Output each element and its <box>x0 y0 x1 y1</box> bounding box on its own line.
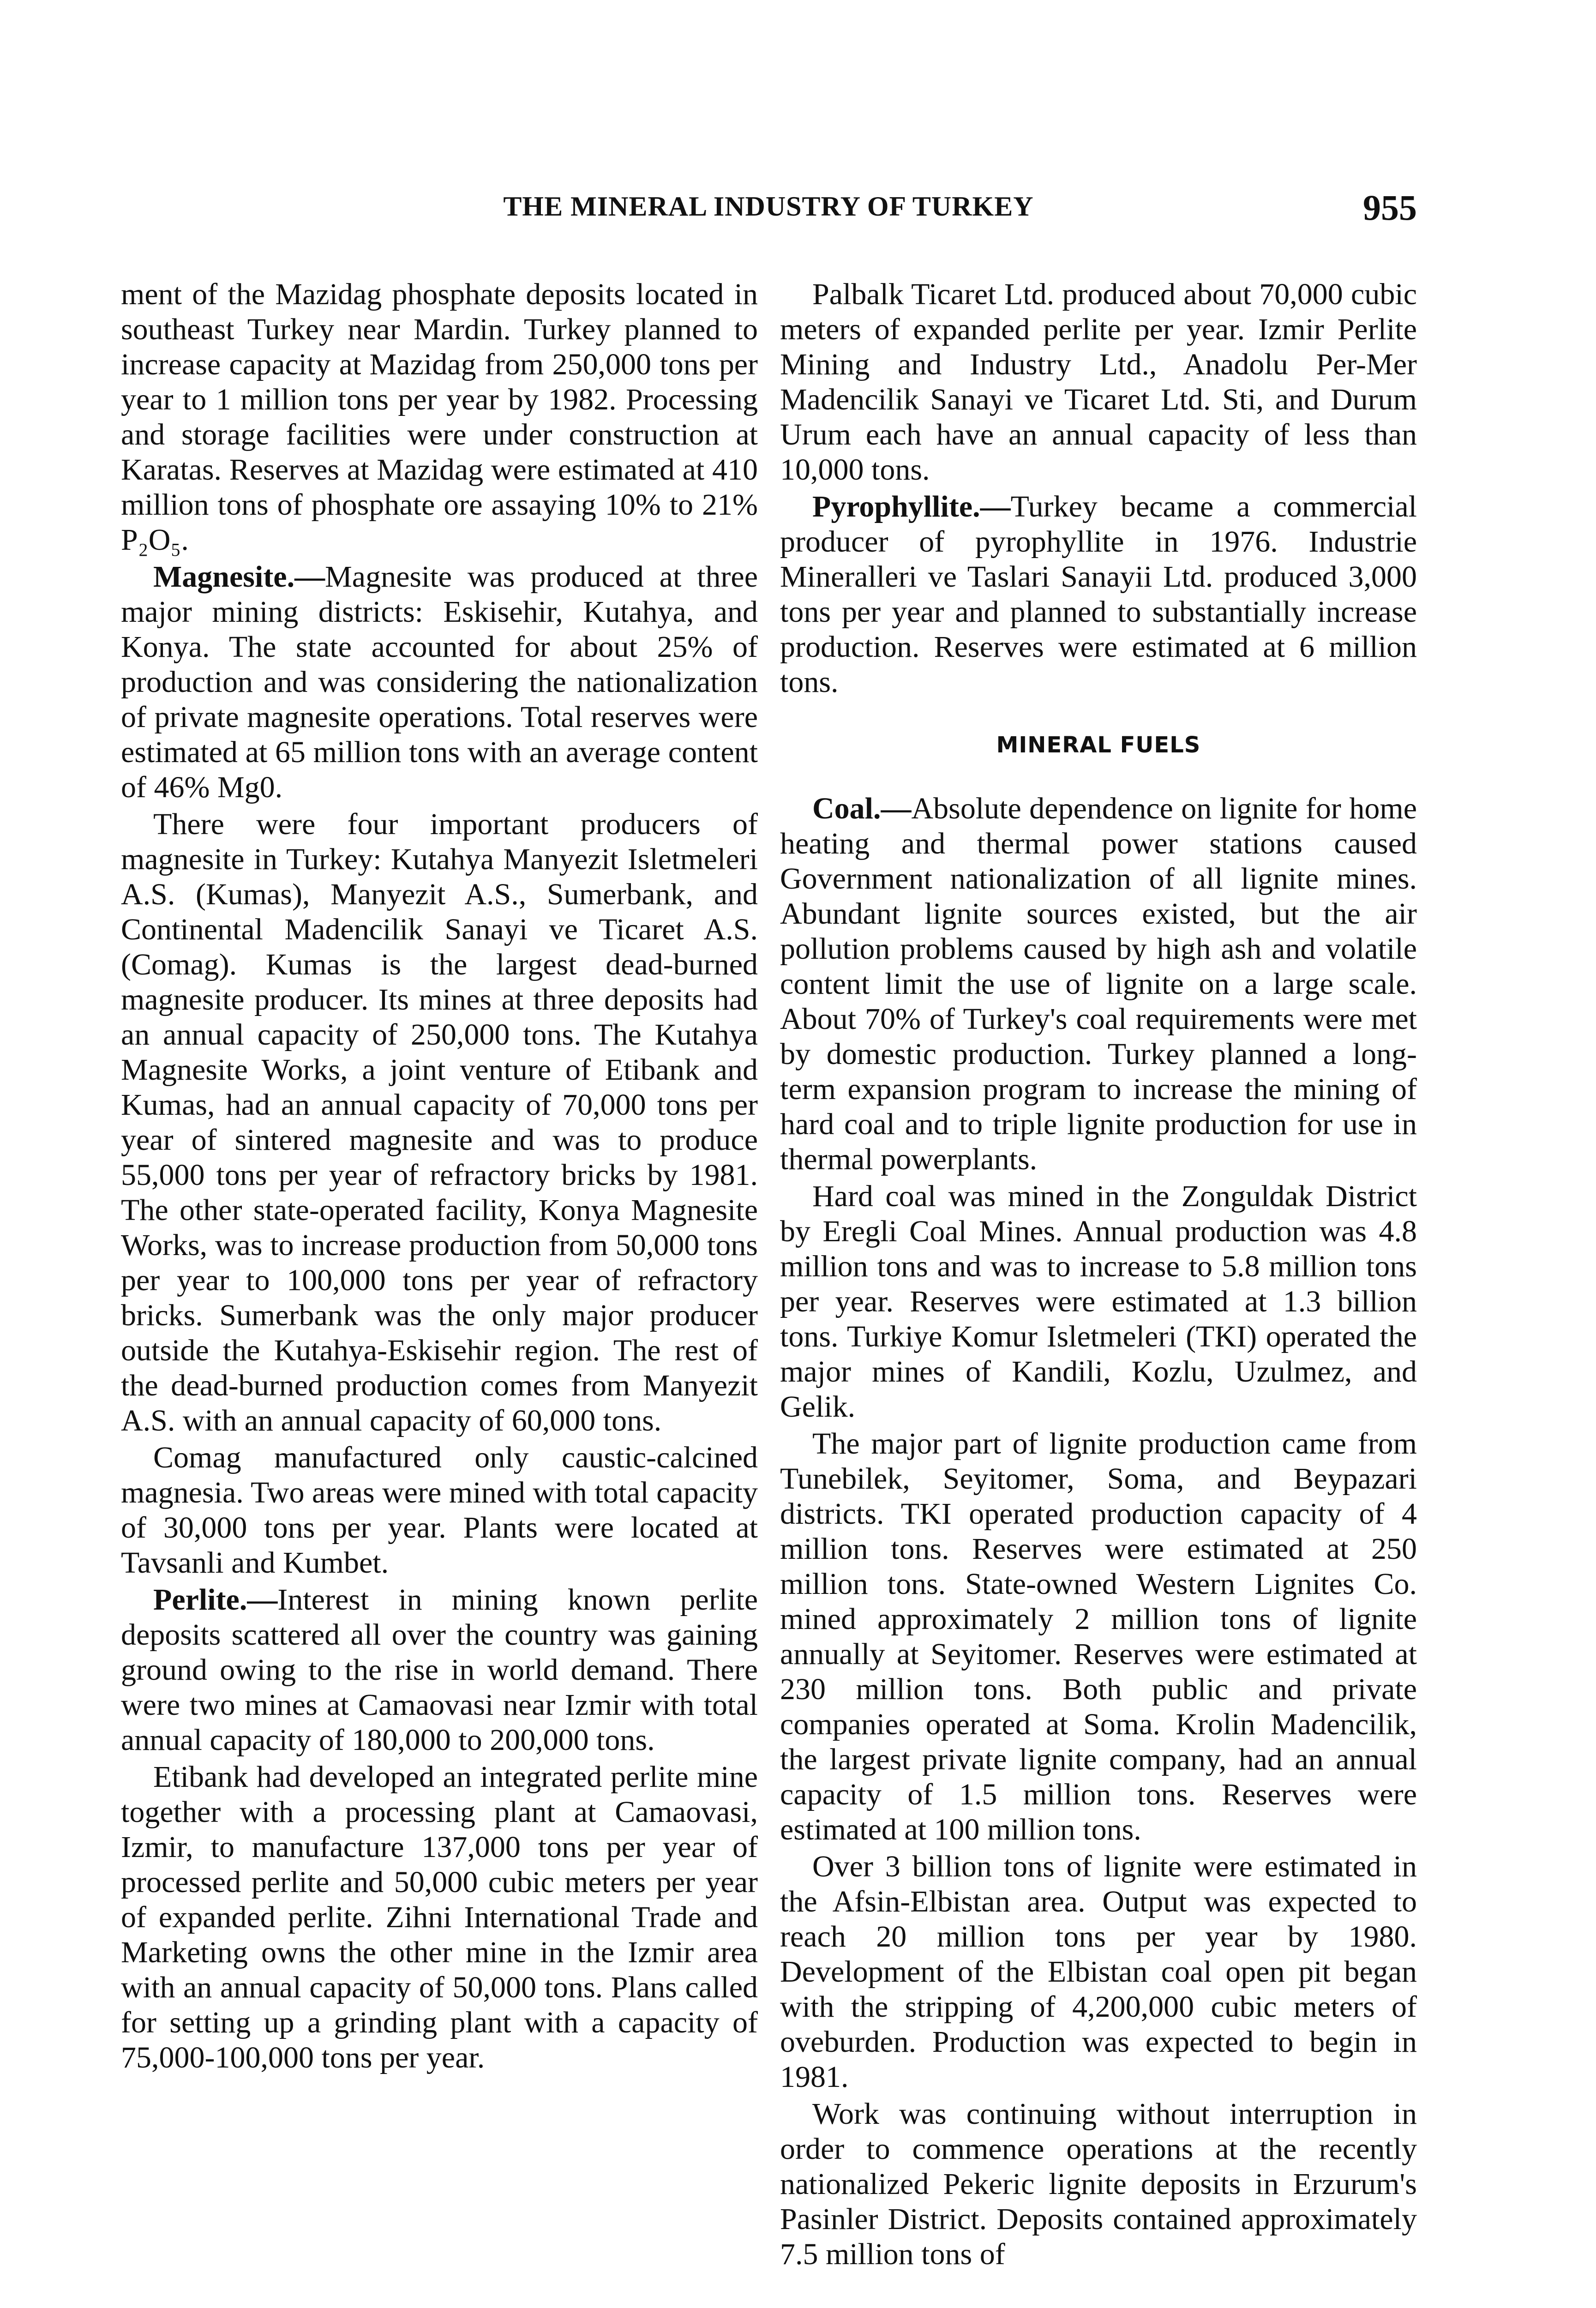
paragraph-afsin-elbistan: Over 3 billion tons of lignite were estimated in the Afsin-Elbistan area. Output was expected to reach 20 million tons per year by 1980. Development of the Elbistan coal open pit began with the stripping of 4,200,000 cubic meters of oveburden. Production was expected to begin in 1981. <box>780 1850 1417 2094</box>
running-title: THE MINERAL INDUSTRY OF TURKEY <box>503 191 1034 222</box>
paragraph-magnesite-producers: There were four important producers of magnesite in Turkey: Kutahya Manyezit Isletmeleri A.S. (Kumas), Manyezit A.S., Sumerbank, and Continental Madencilik Sanayi ve Ticaret A.S. (Comag). Kumas is the largest dead-burned magnesite producer. Its mines at three deposits had an annual capacity of 250,000 tons. The Kutahya Magnesite Works, a joint venture of Etibank and Kumas, had an annual capacity of 70,000 tons per year of sintered magnesite and was to produce 55,000 tons per year of refractory bricks by 1981. The other state-operated facility, Konya Magnesite Works, was to increase production from 50,000 tons per year to 100,000 tons per year of refractory bricks. Sumerbank was the only major producer outside the Kutahya-Eskisehir region. The rest of the dead-burned production comes from Manyezit A.S. with an annual capacity of 60,000 tons. <box>121 807 758 1437</box>
paragraph-coal <box>780 791 1417 1177</box>
right-column <box>780 277 1417 2308</box>
paragraph-phosphate-continued: ment of the Mazidag phosphate deposits located in southeast Turkey near Mardin. Turkey planned to increase capacity at Mazidag from 250,000 tons per year to 1 million tons per year by 1982. Processing and storage facilities were under construction at Karatas. Reserves at Mazidag were estimated at 410 million tons of phosphate ore assaying 10% to 21% P₂O₅. <box>121 277 758 557</box>
page-header <box>120 187 1417 238</box>
paragraph-perlite <box>121 1582 758 1758</box>
paragraph-hard-coal: Hard coal was mined in the Zonguldak District by Eregli Coal Mines. Annual production was 4.8 million tons and was to increase to 5.8 million tons per year. Reserves were estimated at 1.3 billion tons. Turkiye Komur Isletmeleri (TKI) operated the major mines of Kandili, Kozlu, Uzulmez, and Gelik. <box>780 1179 1417 1424</box>
paragraph-magnesite <box>121 559 758 805</box>
section-heading-mineral-fuels: MINERAL FUELS <box>996 732 1201 758</box>
paragraph-magnesite-text: Magnesite was produced at three major mining districts: Eskisehir, Kutahya, and Konya. The state accounted for about 25% of production and was considering the nationalization of private magnesite operations. Total reserves were estimated at 65 million tons with an average content of 46% Mg0. <box>121 560 758 804</box>
paragraph-coal-text: Absolute dependence on lignite for home heating and thermal power stations caused Government nationalization of all lignite mines. Abundant lignite sources existed, but the air pollution problems caused by high ash and volatile content limit the use of lignite on a large scale. About 70% of Turkey's coal requirements were met by domestic production. Turkey planned a long-term expansion program to increase the mining of hard coal and to triple lignite production for use in thermal powerplants. <box>780 792 1417 1176</box>
page-number: 955 <box>1363 187 1417 228</box>
subhead-magnesite: Magnesite.— <box>153 560 325 594</box>
paragraph-pekeric: Work was continuing without interruption in order to commence operations at the recently nationalized Pekeric lignite deposits in Erzurum's Pasinler District. Deposits contained approximately 7.5 million tons of <box>780 2097 1417 2271</box>
paragraph-perlite-text: Interest in mining known perlite deposits scattered all over the country was gaining ground owing to the rise in world demand. There were two mines at Camaovasi near Izmir with total annual capacity of 180,000 to 200,000 tons. <box>121 1583 758 1757</box>
paragraph-comag: Comag manufactured only caustic-calcined magnesia. Two areas were mined with total capacity of 30,000 tons per year. Plants were located at Tavsanli and Kumbet. <box>121 1441 758 1580</box>
paragraph-etibank-perlite: Etibank had developed an integrated perlite mine together with a processing plant at Camaovasi, Izmir, to manufacture 137,000 tons per year of processed perlite and 50,000 cubic meters per year of expanded perlite. Zihni International Trade and Marketing owns the other mine in the Izmir area with an annual capacity of 50,000 tons. Plans called for setting up a grinding plant with a capacity of 75,000-100,000 tons per year. <box>121 1760 758 2074</box>
paragraph-pyrophyllite <box>780 489 1417 700</box>
subhead-perlite: Perlite.— <box>153 1583 278 1617</box>
paragraph-lignite-districts: The major part of lignite production came from Tunebilek, Seyitomer, Soma, and Beypazari districts. TKI operated production capacity of 4 million tons. Reserves were estimated at 250 million tons. State-owned Western Lignites Co. mined approximately 2 million tons of lignite annually at Seyitomer. Reserves were estimated at 230 million tons. Both public and private companies operated at Soma. Krolin Madencilik, the largest private lignite company, had an annual capacity of 1.5 million tons. Reserves were estimated at 100 million tons. <box>780 1427 1417 1846</box>
paragraph-pyrophyllite-text: Turkey became a commercial producer of pyrophyllite in 1976. Industrie Mineralleri ve Taslari Sanayii Ltd. produced 3,000 tons per year and planned to substantially increase production. Reserves were estimated at 6 million tons. <box>780 490 1417 699</box>
paragraph-palbalk: Palbalk Ticaret Ltd. produced about 70,000 cubic meters of expanded perlite per year. Izmir Perlite Mining and Industry Ltd., Anadolu Per-Mer Madencilik Sanayi ve Ticaret Ltd. Sti, and Durum Urum each have an annual capacity of less than 10,000 tons. <box>780 277 1417 487</box>
left-column <box>121 277 758 2308</box>
subhead-coal: Coal.— <box>812 792 912 825</box>
subhead-pyrophyllite: Pyrophyllite.— <box>812 490 1011 523</box>
